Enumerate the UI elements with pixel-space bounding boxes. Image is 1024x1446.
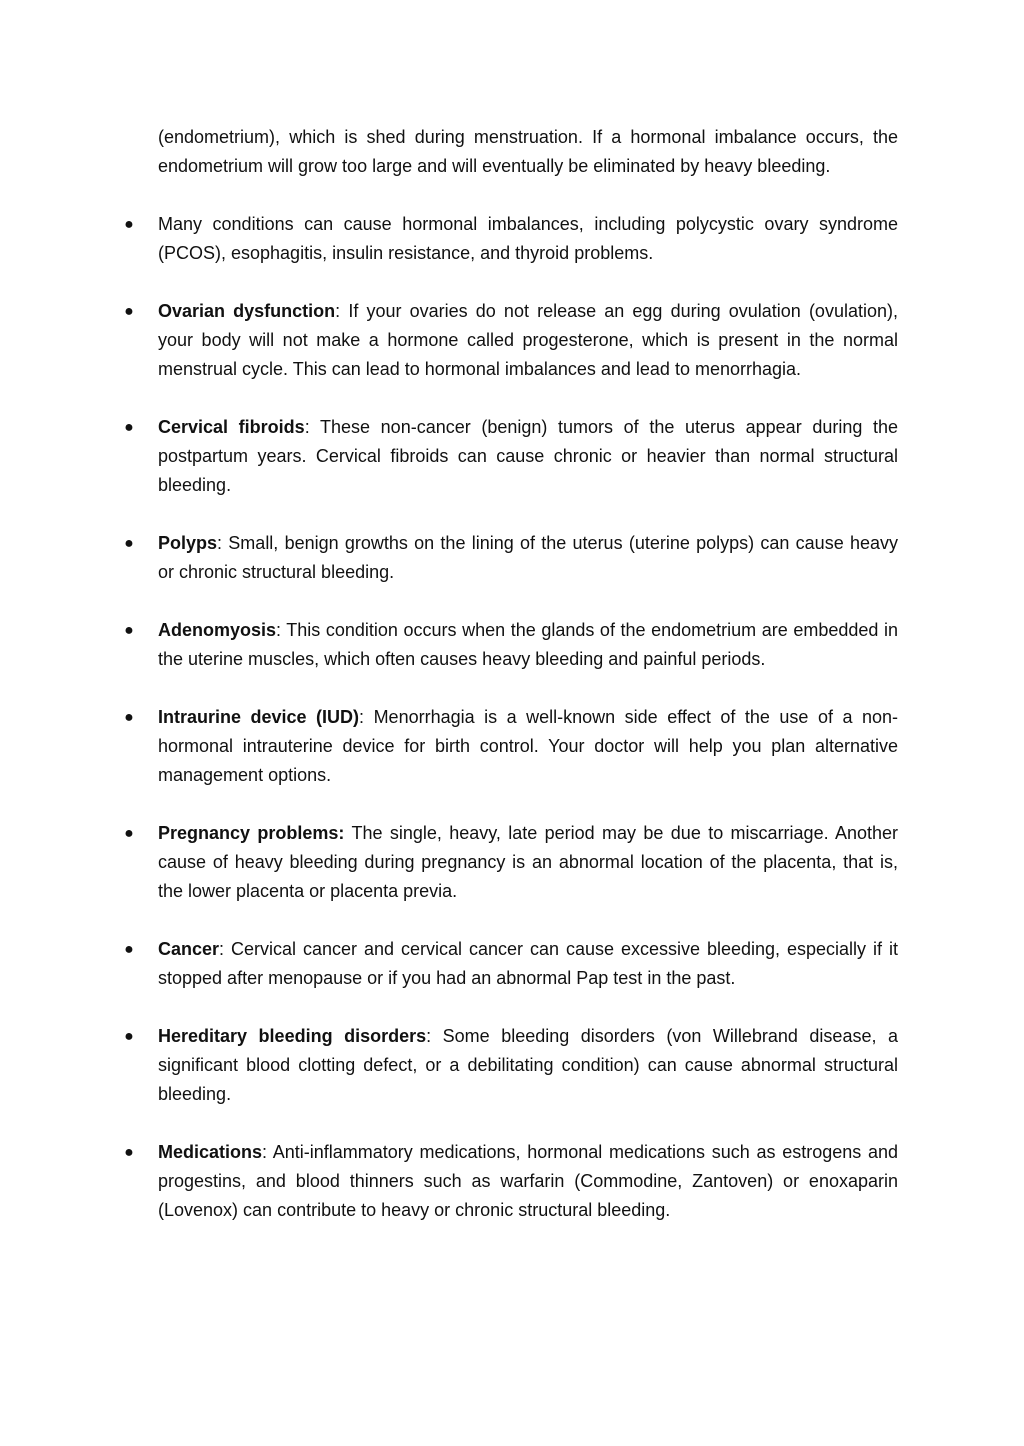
list-item-separator: :: [217, 533, 223, 553]
list-item-separator: :: [276, 620, 282, 640]
list-item-term: Hereditary bleeding disorders: [158, 1026, 427, 1046]
list-item-text: Many conditions can cause hormonal imbalances, including polycystic ovary syndrome (PCOS), esophagitis, insulin resistance, and thyroid problems.: [158, 214, 898, 263]
list-item-separator: :: [359, 707, 365, 727]
bullet-icon: ●: [124, 535, 134, 552]
intro-paragraph: (endometrium), which is shed during menstruation. If a hormonal imbalance occurs, the endometrium will grow too large and will eventually be eliminated by heavy bleeding.: [158, 127, 898, 176]
list-item: [124, 210, 898, 268]
list-item: [124, 819, 898, 906]
list-item: [124, 616, 898, 674]
list-item-term: Cervical fibroids: [158, 417, 305, 437]
bullet-icon: ●: [124, 825, 134, 842]
list-item-term: Ovarian dysfunction: [158, 301, 336, 321]
bullet-icon: ●: [124, 941, 134, 958]
list-item-term: Intraurine device (IUD): [158, 707, 360, 727]
list-item-separator: :: [219, 939, 225, 959]
list-item: [124, 413, 899, 500]
list-item: [124, 529, 898, 587]
document-body: [124, 123, 899, 1225]
list-item: [124, 1022, 898, 1109]
bullet-icon: ●: [124, 1144, 134, 1161]
list-item-term: Polyps: [158, 533, 218, 553]
list-item-separator: :: [304, 417, 310, 437]
list-item-text: Anti-inflammatory medications, hormonal medications such as estrogens and progestins, and blood thinners such as warfarin (Commodine, Zantoven) or enoxaparin (Lovenox) can contribute to heavy or chronic structural bleeding.: [158, 1142, 898, 1220]
list-item-text: The single, heavy, late period may be due to miscarriage. Another cause of heavy bleeding during pregnancy is an abnormal location of the placenta, that is, the lower placenta or placenta previa.: [158, 823, 898, 901]
bullet-icon: ●: [124, 622, 134, 639]
list-item: [124, 297, 898, 384]
bullet-icon: ●: [124, 303, 134, 320]
list-item-separator: :: [335, 301, 341, 321]
list-item-text: This condition occurs when the glands of the endometrium are embedded in the uterine muscles, which often causes heavy bleeding and painful periods.: [158, 620, 898, 669]
causes-list: [124, 210, 899, 1225]
list-item-text: Some bleeding disorders (von Willebrand disease, a significant blood clotting defect, or a debilitating condition) can cause abnormal structural bleeding.: [158, 1026, 898, 1104]
list-item-text: If your ovaries do not release an egg during ovulation (ovulation), your body will not make a hormone called progesterone, which is present in the normal menstrual cycle. This can lead to hormonal imbalances and lead to menorrhagia.: [158, 301, 898, 379]
list-item-separator: :: [262, 1142, 268, 1162]
list-item-term: Adenomyosis: [158, 620, 277, 640]
list-item-term: Medications: [158, 1142, 263, 1162]
list-item: [124, 935, 898, 993]
list-item-term: Pregnancy problems:: [158, 823, 345, 843]
list-item: [124, 703, 898, 790]
bullet-icon: ●: [124, 709, 134, 726]
bullet-icon: ●: [124, 216, 134, 233]
list-item-term: Cancer: [158, 939, 220, 959]
list-item-text: Small, benign growths on the lining of the uterus (uterine polyps) can cause heavy or chronic structural bleeding.: [158, 533, 898, 582]
bullet-icon: ●: [124, 1028, 134, 1045]
list-item-separator: :: [426, 1026, 432, 1046]
list-item-text: Cervical cancer and cervical cancer can cause excessive bleeding, especially if it stopped after menopause or if you had an abnormal Pap test in the past.: [158, 939, 898, 988]
list-item-text: Menorrhagia is a well-known side effect of the use of a non-hormonal intrauterine device for birth control. Your doctor will help you plan alternative management options.: [158, 707, 898, 785]
list-item: [124, 1138, 898, 1225]
list-item-text: These non-cancer (benign) tumors of the uterus appear during the postpartum years. Cervical fibroids can cause chronic or heavier than normal structural bleeding.: [158, 417, 899, 495]
bullet-icon: ●: [124, 419, 134, 436]
